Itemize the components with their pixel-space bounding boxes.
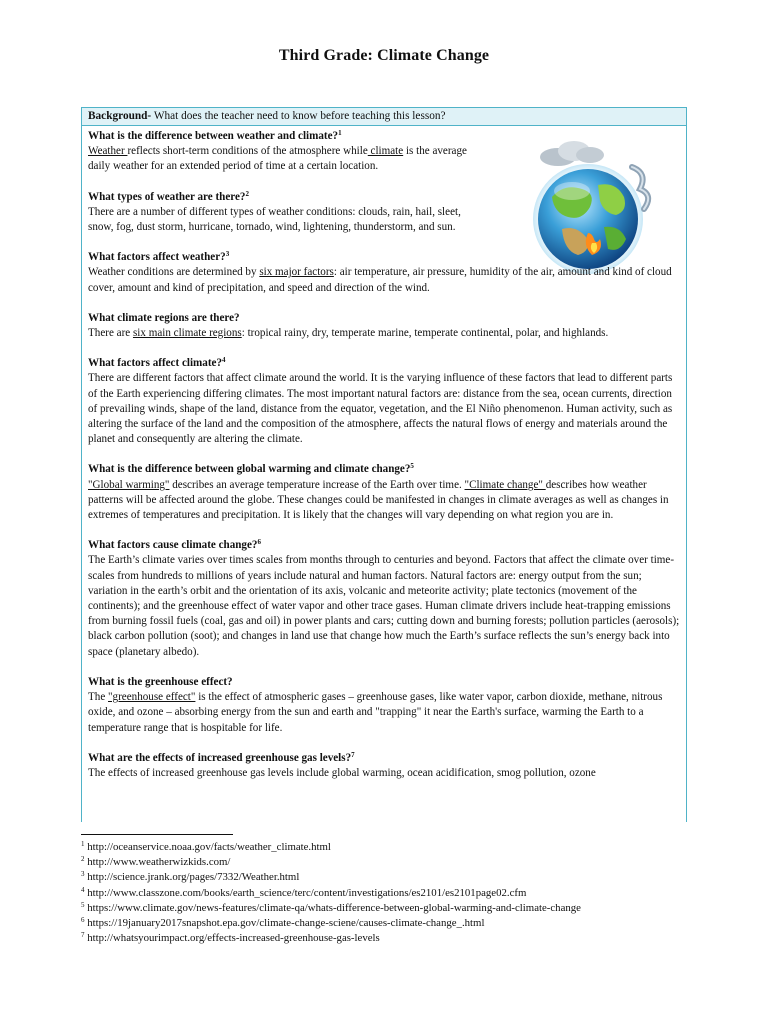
answer: There are different factors that affect climate around the world. It is the varying influence of these factors that lead to different parts of the Earth experiencing differing climates. The most important natural factors are: distance from the sea, ocean currents, direction of prevailing winds, shape of the land, distance from the equator, vegetation, and the El Niño phenomenon. Human activity, such as altering the surface of the land and the composition of the atmosphere, affects the natural flows of energy and materials around the planet and consequently are altering the climate. bbox=[88, 372, 673, 446]
background-content bbox=[88, 129, 682, 796]
answer: The effects of increased greenhouse gas levels include global warming, ocean acidification, smog pollution, ozone bbox=[88, 766, 596, 779]
section bbox=[88, 462, 682, 523]
background-box bbox=[81, 107, 687, 822]
answer: Weather reflects short-term conditions of the atmosphere while climate is the average daily weather for an extended period of time at a certain location. bbox=[88, 145, 467, 173]
question: What factors affect weather?$^3$ bbox=[88, 250, 230, 264]
question: What is the difference between global warming and climate change?$^5$ bbox=[88, 462, 414, 476]
footnote-ref: 1 bbox=[338, 129, 342, 137]
page-title: Third Grade: Climate Change bbox=[278, 47, 490, 64]
footnote-ref: 5 bbox=[410, 462, 414, 471]
section bbox=[88, 129, 484, 175]
footnote-ref: 6 bbox=[257, 538, 261, 547]
answer: The "greenhouse effect" is the effect of atmospheric gases – greenhouse gases, like water vapor, carbon dioxide, methane, nitrous oxide, and ozone – absorbing energy from the sun and earth and "trapping" it near the Earth's surface, warming the Earth to a temperature range that is hospitable for life. bbox=[88, 691, 663, 734]
footnote-ref: 7 bbox=[351, 750, 355, 759]
question: What factors cause climate change?$^6$ bbox=[88, 538, 261, 552]
footnote: $^4$ http://www.classzone.com/books/earth_science/terc/content/investigations/es2101/es2101page02.cfm bbox=[81, 885, 527, 899]
section bbox=[88, 311, 682, 341]
footnote-ref: 2 bbox=[245, 189, 249, 198]
footnote-separator bbox=[81, 834, 233, 835]
background-prompt: What does the teacher need to know before teaching this lesson? bbox=[151, 110, 446, 122]
footnote: $^2$ http://www.weatherwizkids.com/ bbox=[81, 855, 231, 869]
section bbox=[88, 538, 682, 660]
section bbox=[88, 250, 682, 296]
footnote: $^1$ http://oceanservice.noaa.gov/facts/weather_climate.html bbox=[81, 840, 331, 853]
footnote: $^7$ http://whatsyourimpact.org/effects-increased-greenhouse-gas-levels bbox=[81, 931, 380, 945]
footnotes bbox=[81, 840, 581, 946]
question: What is the greenhouse effect? bbox=[88, 675, 233, 688]
footnote: $^3$ http://science.jrank.org/pages/7332/Weather.html bbox=[81, 870, 300, 884]
section bbox=[88, 190, 484, 236]
question: What is the difference between weather and climate?$^1$ bbox=[88, 129, 342, 142]
background-header bbox=[82, 108, 686, 126]
footnote-ref: 4 bbox=[222, 356, 226, 365]
section bbox=[88, 751, 682, 781]
footnote-ref: 3 bbox=[225, 250, 230, 259]
answer: Weather conditions are determined by six major factors: air temperature, air pressure, humidity of the air, amount and kind of cloud cover, amount and kind of precipitation, and speed and direction of the wind. bbox=[88, 266, 672, 294]
background-label: Background- bbox=[88, 110, 152, 122]
footnote: $^6$ https://19january2017snapshot.epa.gov/climate-change-sciene/causes-climate-change_.html bbox=[81, 916, 485, 930]
section bbox=[88, 356, 682, 447]
answer: The Earth’s climate varies over times scales from months through to centuries and beyond. Factors that affect the climate over time-scales from hundreds to millions of years include natural and human factors. Natural factors are: energy output from the sun; variation in the earth’s orbit and the orientation of its axis, volcanic and meteorite activity; plate tectonics (movement of the continents); and the greenhouse effect of water vapor and other trace gases. Human climate drivers include heat-trapping emissions from burning fossil fuels (coal, gas and oil) in power plants and cars; cutting down and burning forests; pollution particles (aerosols); black carbon pollution (soot); and changes in land use that change how much the Earth’s surface reflects the sun’s energy back into space (planetary albedo). bbox=[88, 554, 680, 658]
footnote: $^5$ https://www.climate.gov/news-features/climate-qa/whats-difference-between-global-warming-and-climate-change bbox=[81, 900, 581, 914]
answer: There are a number of different types of weather conditions: clouds, rain, hail, sleet, snow, fog, dust storm, hurricane, tornado, wind, lightening, thunderstorm, and sun. bbox=[88, 205, 461, 234]
question: What types of weather are there?$^2$ bbox=[88, 189, 249, 203]
question: What are the effects of increased greenhouse gas levels?$^7$ bbox=[88, 750, 355, 764]
question: What climate regions are there? bbox=[88, 311, 240, 324]
question: What factors affect climate?$^4$ bbox=[88, 356, 226, 370]
answer: There are six main climate regions: tropical rainy, dry, temperate marine, temperate continental, polar, and highlands. bbox=[88, 327, 609, 340]
section bbox=[88, 675, 682, 736]
answer: "Global warming" describes an average temperature increase of the Earth over time. "Climate change" describes how weather patterns will be affected around the globe. These changes could be manifested in changes in climate averages as well as changes in extremes of temperatures and precipitation. It is likely that the changes will vary depending on what region you are in. bbox=[88, 478, 669, 522]
